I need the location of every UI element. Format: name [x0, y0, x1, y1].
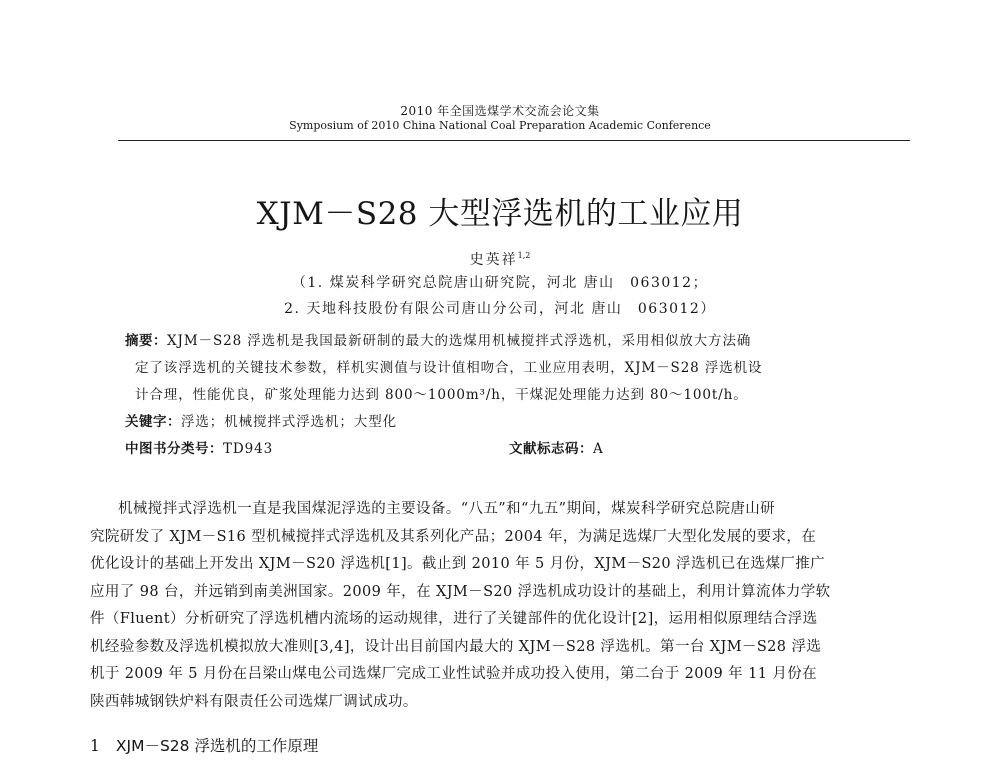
abstract-line: 计合理，性能优良，矿浆处理能力达到 800～1000m³/h，干煤泥处理能力达到 80～100t/h。 [135, 387, 748, 403]
keywords-line [125, 409, 890, 436]
body-paragraph [90, 496, 912, 716]
body-line: 究院研发了 XJM－S16 型机械搅拌式浮选机及其系列化产品；2004 年，为满足选煤厂大型化发展的要求，在 [90, 528, 817, 545]
keywords-text: 浮选；机械搅拌式浮选机；大型化 [181, 414, 397, 430]
author [0, 247, 1000, 269]
clc-label: 中图书分类号： [125, 441, 223, 457]
running-header [0, 104, 1000, 132]
abstract-line [125, 328, 890, 355]
section-number: 1 [90, 737, 100, 755]
abstract-line: 定了该浮选机的关键技术参数，样机实测值与设计值相吻合，工业应用表明，XJM－S28 浮选机设 [135, 360, 763, 376]
body-line: 机械搅拌式浮选机一直是我国煤泥浮选的主要设备。“八五”和“九五”期间，煤炭科学研究总院唐山研 [118, 501, 776, 517]
author-affiliation-marks: 1,2 [517, 251, 531, 260]
doc-code-value: A [593, 441, 604, 457]
body-line: 陕西韩城钢铁炉料有限责任公司选煤厂调试成功。 [90, 693, 418, 710]
affiliation-2: 2. 天地科技股份有限公司唐山分公司，河北 唐山 063012） [284, 301, 716, 317]
doc-code-label: 文献标志码： [509, 441, 593, 457]
paper-title: XJM－S28 大型浮选机的工业应用 [256, 196, 744, 232]
clc-value: TD943 [223, 441, 274, 457]
body-line: 应用了 98 台，并远销到南美洲国家。2009 年，在 XJM－S20 浮选机成功设计的基础上，利用计算流体力学软 [90, 583, 831, 600]
author-name: 史英祥 [469, 252, 518, 268]
body-line: 优化设计的基础上开发出 XJM－S20 浮选机[1]。截止到 2010 年 5 月份，XJM－S20 浮选机已在选煤厂推广 [90, 556, 826, 572]
document-code [509, 436, 604, 463]
classification-line [125, 436, 890, 463]
header-chinese: 2010 年全国选煤学术交流会论文集 [400, 104, 600, 118]
abstract-text: XJM－S28 浮选机是我国最新研制的最大的选煤用机械搅拌式浮选机，采用相似放大方法确 [167, 333, 752, 349]
keywords-label: 关键字： [125, 414, 181, 430]
abstract-label: 摘要： [125, 333, 167, 349]
affiliation-1: （1. 煤炭科学研究总院唐山研究院，河北 唐山 063012； [291, 275, 709, 291]
abstract-block [125, 328, 890, 463]
section-title: XJM－S28 浮选机的工作原理 [115, 737, 319, 755]
header-rule [118, 140, 910, 141]
header-english: Symposium of 2010 China National Coal Preparation Academic Conference [289, 119, 711, 132]
body-line: 件（Fluent）分析研究了浮选机槽内流场的运动规律，进行了关键部件的优化设计[2]，运用相似原理结合浮选 [90, 611, 818, 627]
body-line: 机于 2009 年 5 月份在吕梁山煤电公司选煤厂完成工业性试验并成功投入使用，第二台于 2009 年 11 月份在 [90, 666, 818, 682]
body-line: 机经验参数及浮选机模拟放大准则[3,4]，设计出目前国内最大的 XJM－S28 浮选机。第一台 XJM－S28 浮选 [90, 638, 822, 655]
section-heading [90, 736, 318, 756]
